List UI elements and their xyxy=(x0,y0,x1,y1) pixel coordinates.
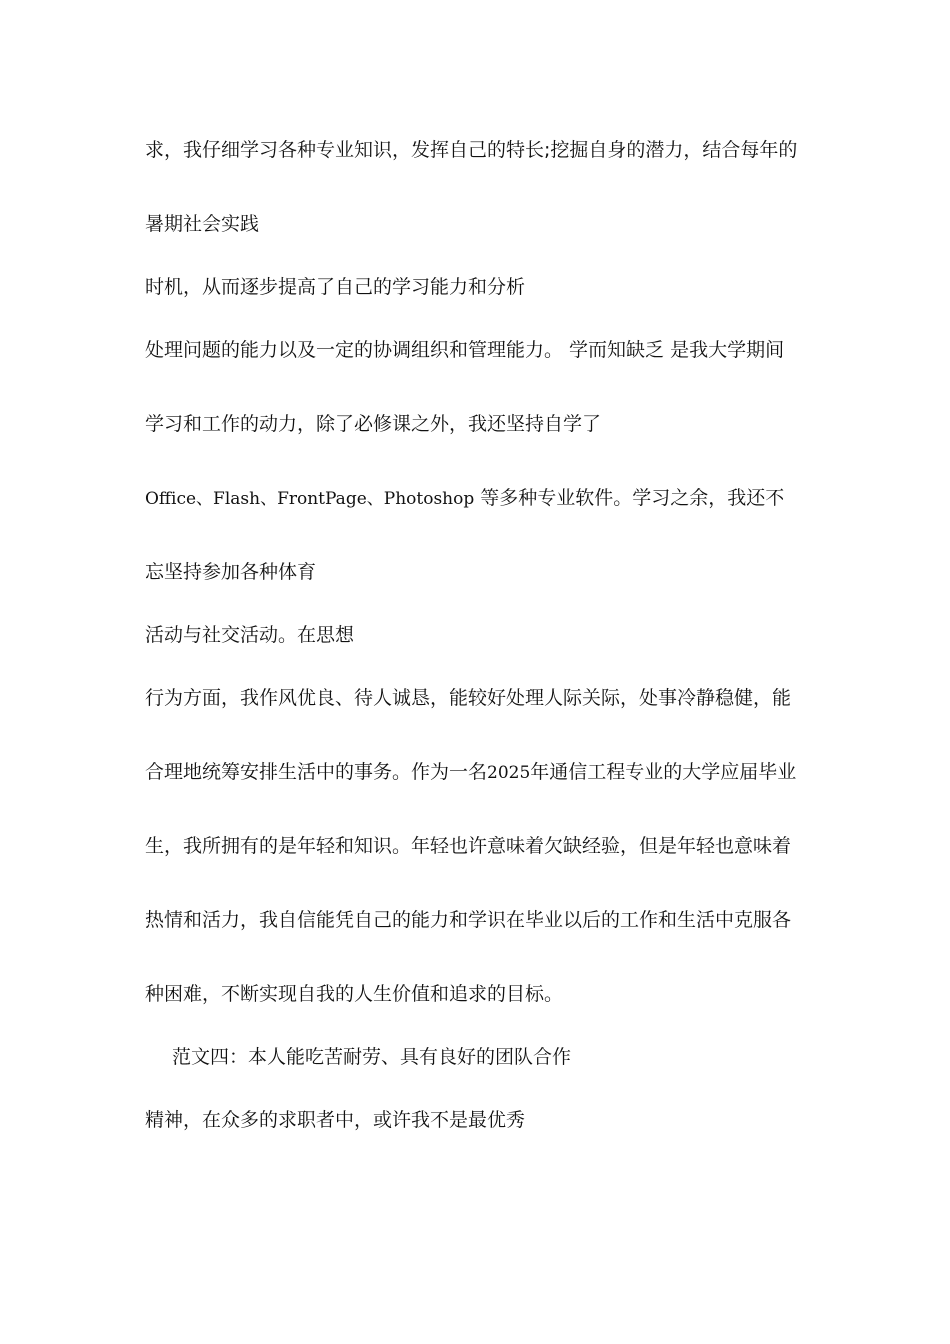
year-number: 2025 xyxy=(487,763,531,783)
text-line: 求，我仔细学习各种专业知识，发挥自己的特长;挖掘自身的潜力，结合每年的 xyxy=(145,139,798,161)
text-line: 忘坚持参加各种体育 xyxy=(145,561,317,583)
text-segment: 等多种专业软件。学习之余，我还不 xyxy=(480,487,785,509)
text-line xyxy=(145,485,784,512)
text-line: 种困难，不断实现自我的人生价值和追求的目标。 xyxy=(145,983,564,1005)
text-segment: 年通信工程专业的大学应届毕业 xyxy=(530,761,797,783)
text-line: 生，我所拥有的是年轻和知识。年轻也许意味着欠缺经验，但是年轻也意味着 xyxy=(145,835,792,857)
text-segment: 合理地统筹安排生活中的事务。作为一名 xyxy=(145,761,488,783)
text-line: 暑期社会实践 xyxy=(145,213,260,235)
text-line: 时机，从而逐步提高了自己的学习能力和分析 xyxy=(145,276,526,298)
text-line: 学习和工作的动力，除了必修课之外，我还坚持自学了 xyxy=(145,413,602,435)
text-line: 处理问题的能力以及一定的协调组织和管理能力。 学而知缺乏 是我大学期间 xyxy=(145,339,785,361)
text-line xyxy=(145,759,796,786)
text-line: 精神，在众多的求职者中，或许我不是最优秀 xyxy=(145,1109,526,1131)
text-line: 活动与社交活动。在思想 xyxy=(145,624,355,646)
text-line: 行为方面，我作风优良、待人诚恳，能较好处理人际关际，处事冷静稳健，能 xyxy=(145,687,792,709)
software-list: Office、Flash、FrontPage、Photoshop xyxy=(145,489,475,509)
text-line-heading: 范文四：本人能吃苦耐劳、具有良好的团队合作 xyxy=(172,1046,572,1068)
text-line: 热情和活力，我自信能凭自己的能力和学识在毕业以后的工作和生活中克服各 xyxy=(145,909,792,931)
